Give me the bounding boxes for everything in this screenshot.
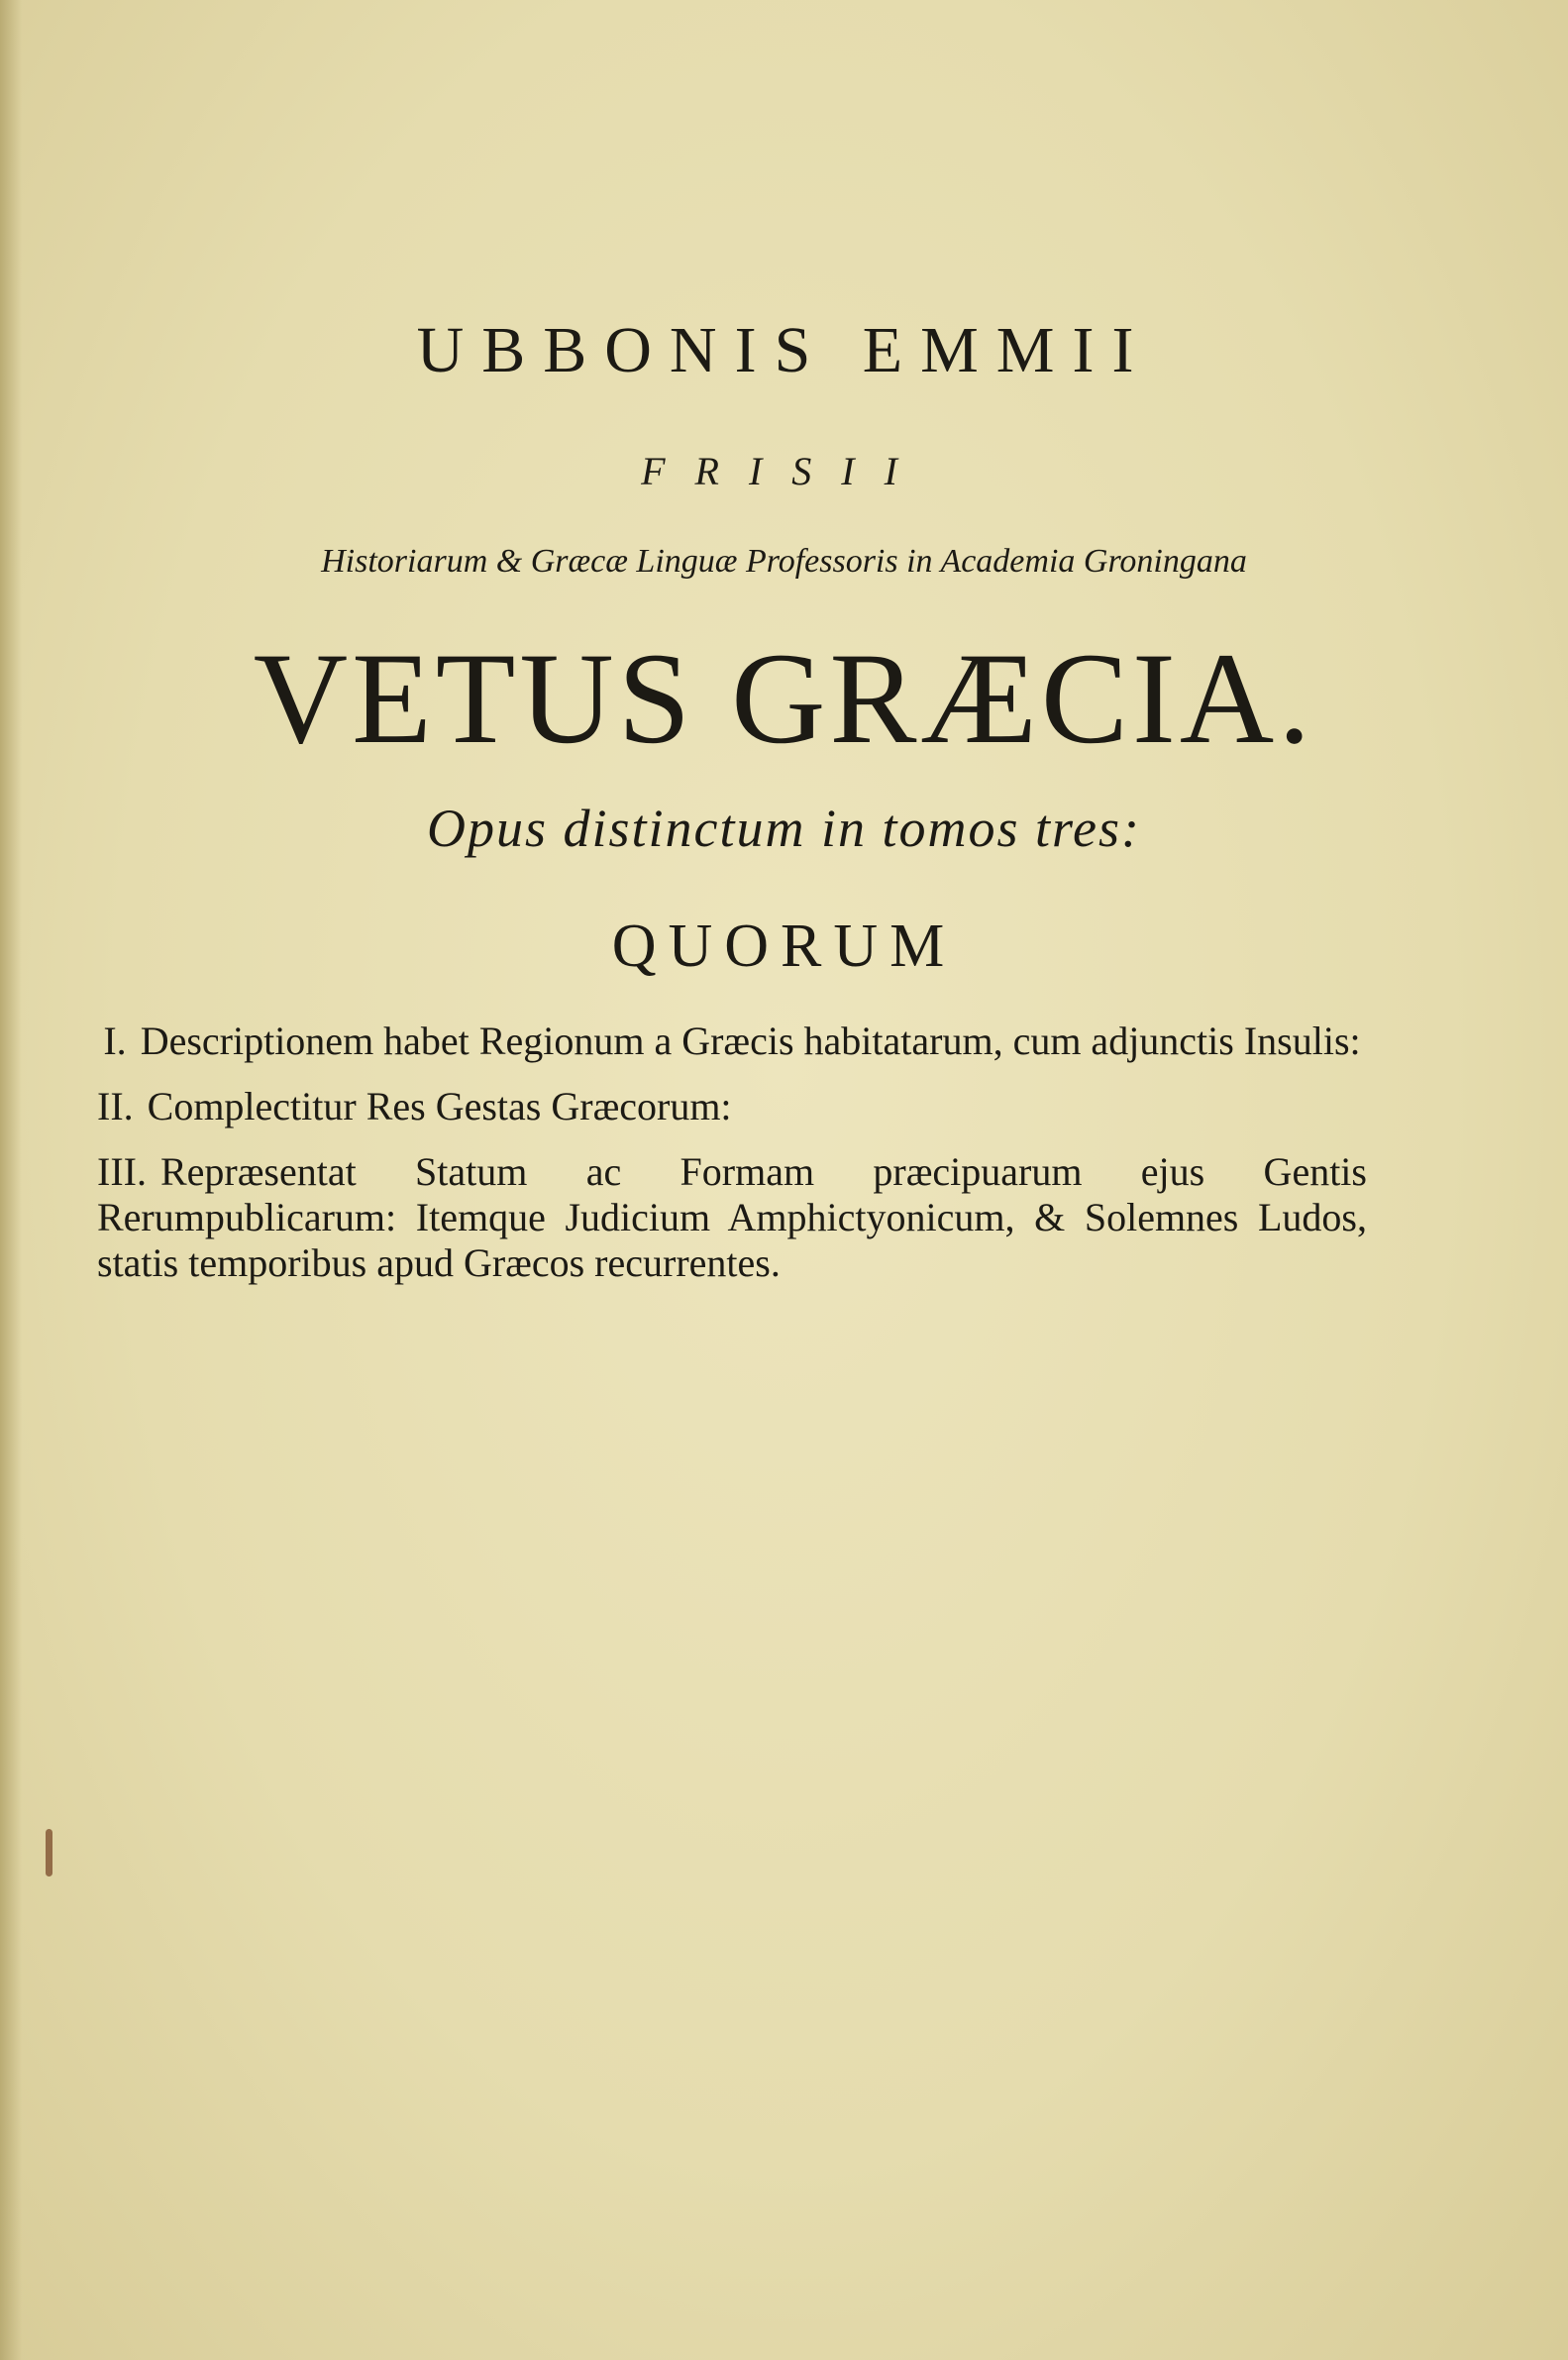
item-number: II.	[97, 1084, 134, 1128]
item-text: Repræsentat Statum ac Formam præcipuarum ejus Gentis Rerumpublicarum: Itemque Judicium Amphictyonicum, & Solemnes Ludos, statis temporibus apud Græcos recurrentes.	[97, 1149, 1367, 1285]
contents-heading: QUORUM	[611, 912, 957, 980]
author-name: UBBONIS EMMII	[416, 314, 1152, 386]
contents-list	[97, 1019, 1367, 1306]
author-origin: FRISII	[641, 449, 927, 493]
item-number: III.	[97, 1149, 147, 1194]
item-number: I.	[103, 1019, 127, 1063]
list-item	[97, 1019, 1367, 1064]
ink-stain	[46, 1829, 52, 1877]
list-item	[97, 1149, 1367, 1286]
book-title: VETUS GRÆCIA.	[253, 625, 1315, 771]
list-item	[97, 1084, 1367, 1129]
author-profession: Historiarum & Græcæ Linguæ Professoris in Academia Groningana	[321, 543, 1247, 580]
book-subtitle: Opus distinctum in tomos tres:	[427, 799, 1141, 858]
item-text: Descriptionem habet Regionum a Græcis habitatarum, cum adjunctis Insulis:	[140, 1019, 1361, 1063]
item-text: Complectitur Res Gestas Græcorum:	[147, 1084, 732, 1128]
